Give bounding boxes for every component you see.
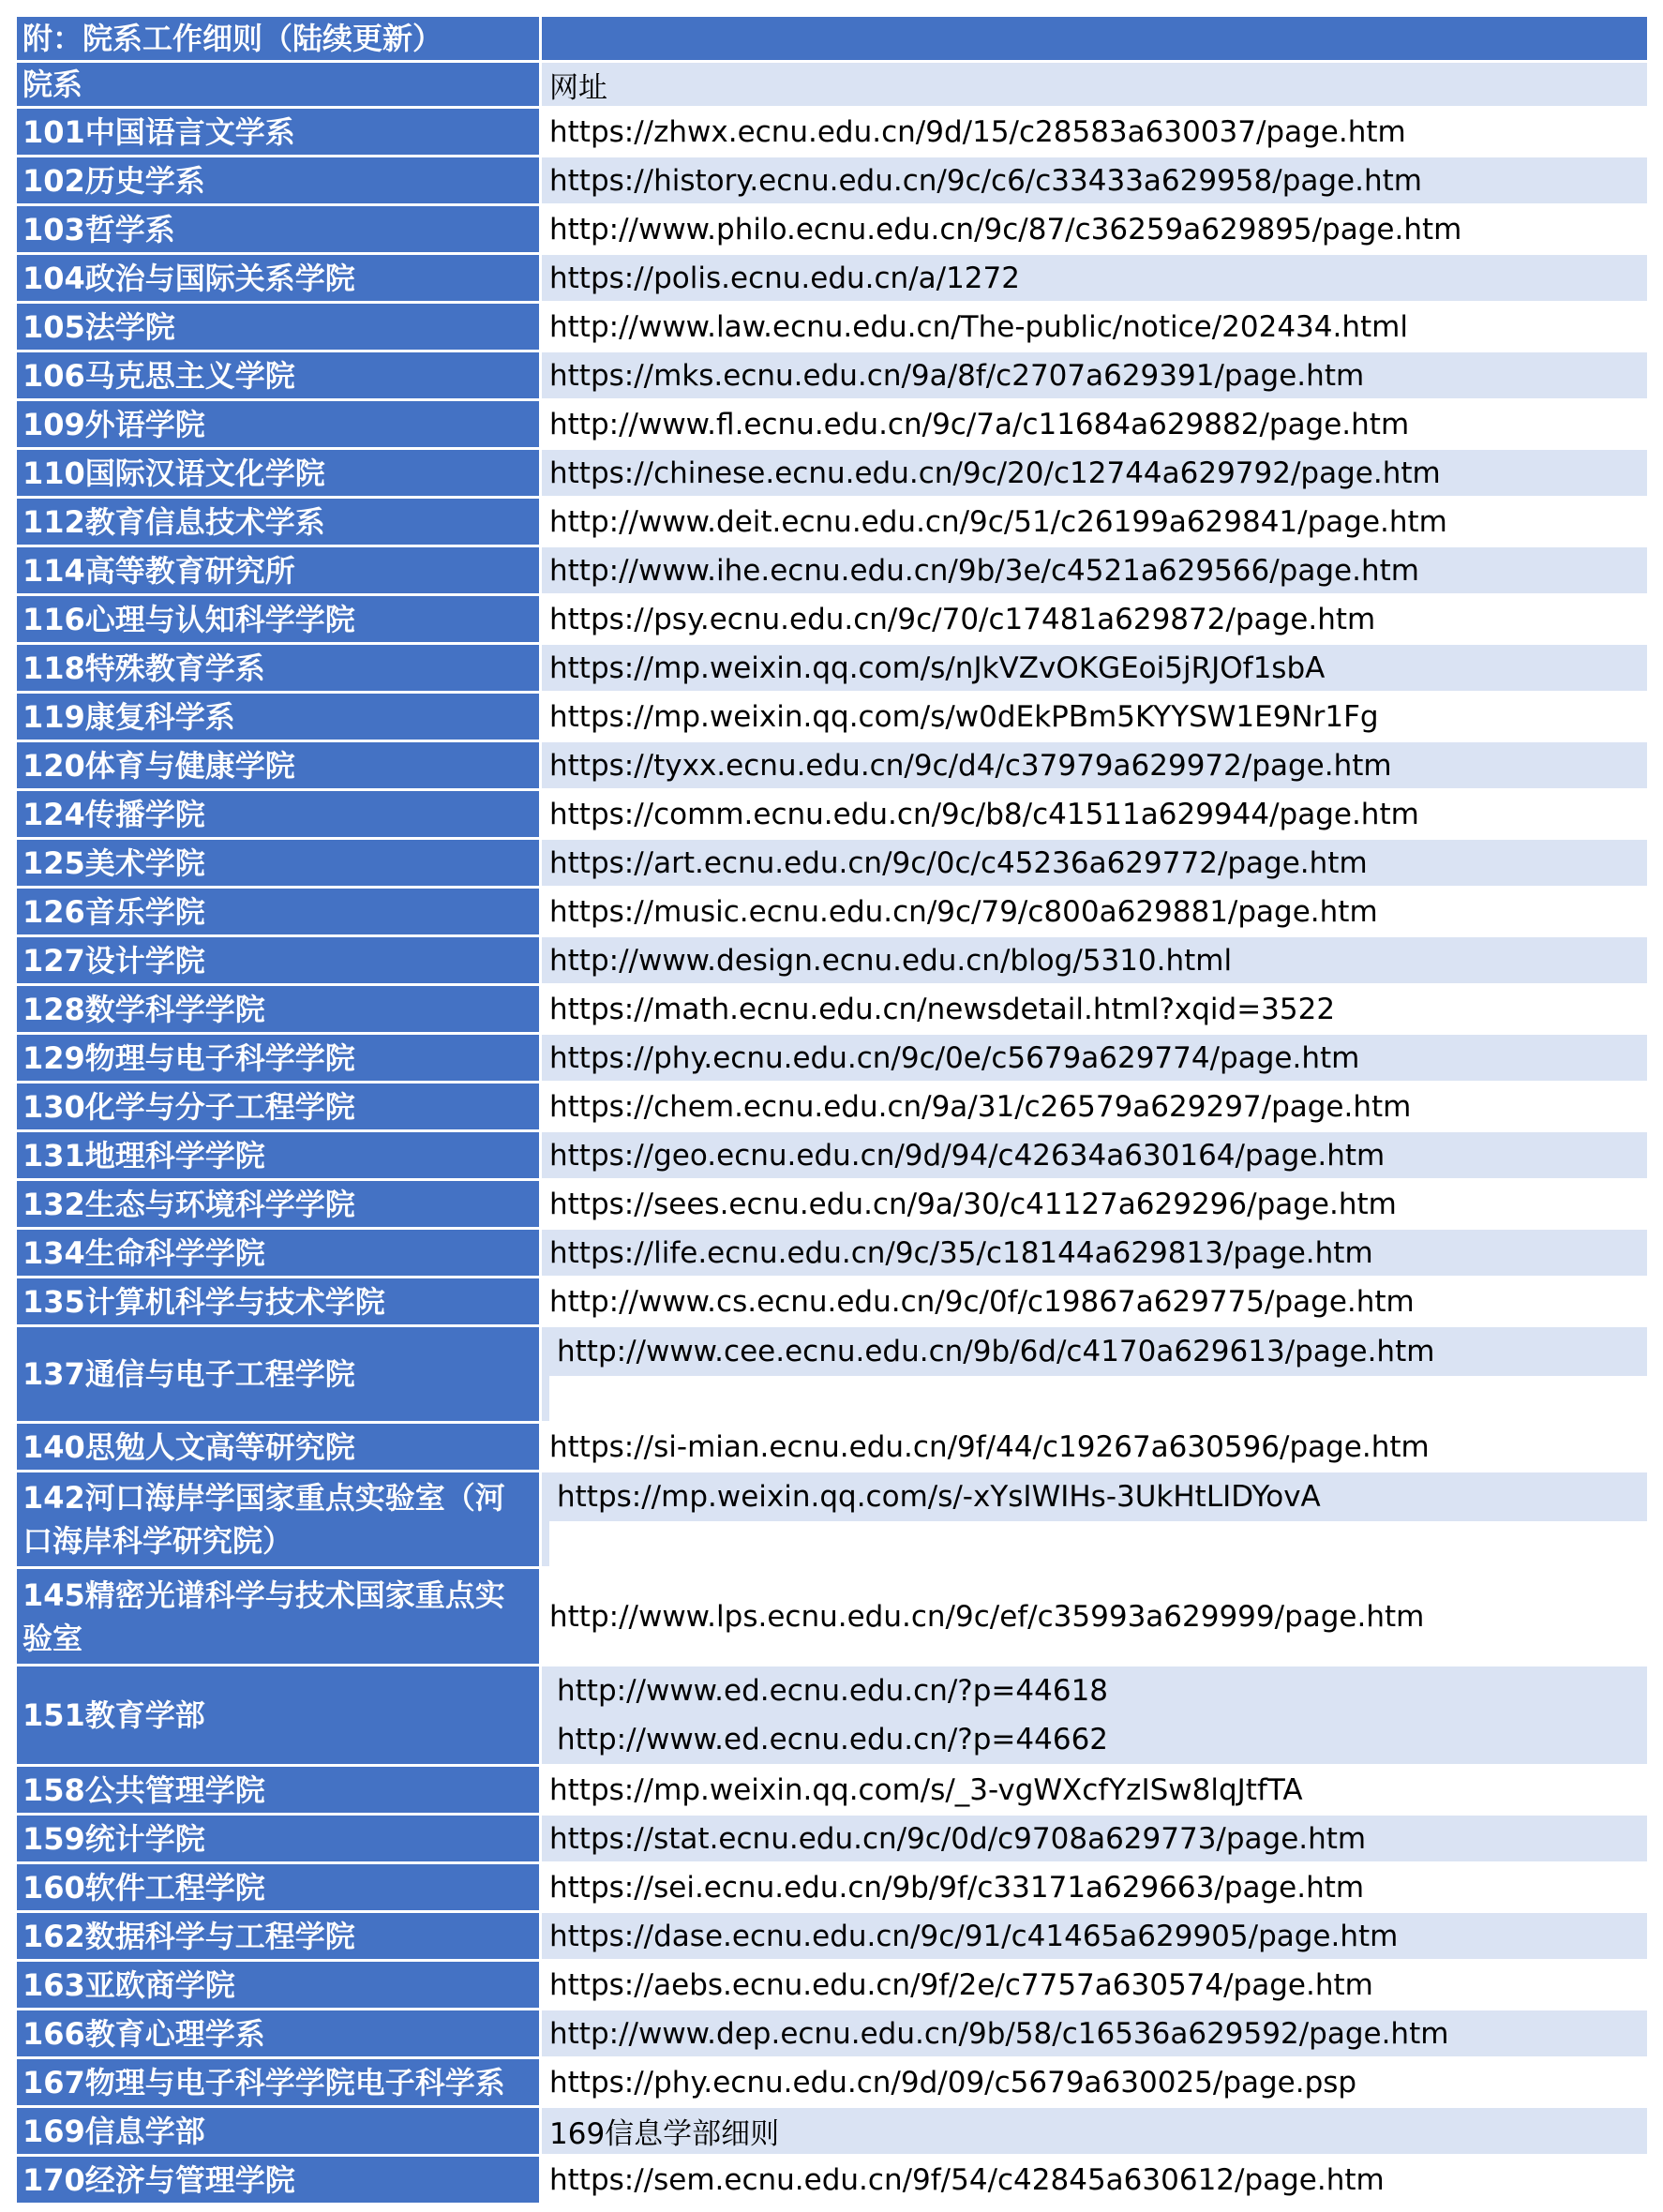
department-url[interactable]: https://zhwx.ecnu.edu.cn/9d/15/c28583a630037/page.htm bbox=[541, 108, 1649, 157]
table-row bbox=[16, 888, 1649, 936]
header-row bbox=[16, 62, 1649, 108]
department-url-cell bbox=[541, 1472, 1649, 1568]
department-name: 105法学院 bbox=[16, 303, 541, 351]
department-url[interactable]: http://www.cs.ecnu.edu.cn/9c/0f/c19867a629775/page.htm bbox=[541, 1278, 1649, 1326]
department-name: 160软件工程学院 bbox=[16, 1863, 541, 1912]
department-name: 132生态与环境科学学院 bbox=[16, 1180, 541, 1229]
title-row-blank-cell bbox=[541, 16, 1649, 62]
department-name: 106马克思主义学院 bbox=[16, 351, 541, 400]
department-url[interactable]: https://sem.ecnu.edu.cn/9f/54/c42845a630612/page.htm bbox=[541, 2156, 1649, 2205]
department-name: 151教育学部 bbox=[16, 1666, 541, 1766]
table-title: 附：院系工作细则（陆续更新） bbox=[16, 16, 541, 62]
department-name: 129物理与电子科学学院 bbox=[16, 1034, 541, 1083]
department-url[interactable]: https://mp.weixin.qq.com/s/-xYsIWIHs-3UkHtLIDYovA bbox=[557, 1480, 1321, 1514]
table-row bbox=[16, 741, 1649, 790]
department-url[interactable]: http://www.deit.ecnu.edu.cn/9c/51/c26199a629841/page.htm bbox=[541, 498, 1649, 546]
department-name: 102历史学系 bbox=[16, 157, 541, 205]
table-row bbox=[16, 1912, 1649, 1961]
department-url-cell bbox=[541, 1326, 1649, 1423]
department-url[interactable]: https://life.ecnu.edu.cn/9c/35/c18144a629813/page.htm bbox=[541, 1229, 1649, 1278]
department-url[interactable]: https://chem.ecnu.edu.cn/9a/31/c26579a629297/page.htm bbox=[541, 1083, 1649, 1131]
department-name: 125美术学院 bbox=[16, 839, 541, 888]
table-row bbox=[16, 1568, 1649, 1666]
table-row bbox=[16, 1666, 1649, 1766]
department-name: 127设计学院 bbox=[16, 936, 541, 985]
department-name: 137通信与电子工程学院 bbox=[16, 1326, 541, 1423]
department-url[interactable]: http://www.fl.ecnu.edu.cn/9c/7a/c11684a629882/page.htm bbox=[541, 400, 1649, 449]
table-row bbox=[16, 2107, 1649, 2156]
department-name: 140思勉人文高等研究院 bbox=[16, 1423, 541, 1472]
department-name: 162数据科学与工程学院 bbox=[16, 1912, 541, 1961]
department-name: 167物理与电子科学学院电子科学系 bbox=[16, 2058, 541, 2107]
department-url[interactable]: https://history.ecnu.edu.cn/9c/c6/c33433a629958/page.htm bbox=[541, 157, 1649, 205]
table-row bbox=[16, 351, 1649, 400]
department-url[interactable]: http://www.philo.ecnu.edu.cn/9c/87/c36259a629895/page.htm bbox=[541, 205, 1649, 254]
department-name: 169信息学部 bbox=[16, 2107, 541, 2156]
table-row bbox=[16, 1131, 1649, 1180]
department-url[interactable]: https://si-mian.ecnu.edu.cn/9f/44/c19267a630596/page.htm bbox=[541, 1423, 1649, 1472]
department-name: 114高等教育研究所 bbox=[16, 546, 541, 595]
department-name: 112教育信息技术学系 bbox=[16, 498, 541, 546]
table-row bbox=[16, 2058, 1649, 2107]
title-row bbox=[16, 16, 1649, 62]
table-row bbox=[16, 1034, 1649, 1083]
table-row bbox=[16, 205, 1649, 254]
table-row bbox=[16, 693, 1649, 741]
header-dept: 院系 bbox=[16, 62, 541, 108]
department-name: 101中国语言文学系 bbox=[16, 108, 541, 157]
department-url[interactable]: 169信息学部细则 bbox=[541, 2107, 1649, 2156]
table-row bbox=[16, 498, 1649, 546]
table-row bbox=[16, 1180, 1649, 1229]
department-name: 119康复科学系 bbox=[16, 693, 541, 741]
department-name: 103哲学系 bbox=[16, 205, 541, 254]
department-name: 142河口海岸学国家重点实验室（河口海岸科学研究院） bbox=[16, 1472, 541, 1568]
department-name: 135计算机科学与技术学院 bbox=[16, 1278, 541, 1326]
department-name: 118特殊教育学系 bbox=[16, 644, 541, 693]
table-row bbox=[16, 595, 1649, 644]
header-url: 网址 bbox=[541, 62, 1649, 108]
department-url[interactable]: https://music.ecnu.edu.cn/9c/79/c800a629881/page.htm bbox=[541, 888, 1649, 936]
department-url[interactable]: https://psy.ecnu.edu.cn/9c/70/c17481a629872/page.htm bbox=[541, 595, 1649, 644]
department-name: 166教育心理学系 bbox=[16, 2010, 541, 2058]
table-row bbox=[16, 1863, 1649, 1912]
table-row bbox=[16, 254, 1649, 303]
department-url[interactable]: https://stat.ecnu.edu.cn/9c/0d/c9708a629773/page.htm bbox=[541, 1815, 1649, 1863]
table-row bbox=[16, 644, 1649, 693]
table-row bbox=[16, 2010, 1649, 2058]
department-name: 126音乐学院 bbox=[16, 888, 541, 936]
department-url[interactable]: http://www.design.ecnu.edu.cn/blog/5310.html bbox=[541, 936, 1649, 985]
table-row bbox=[16, 546, 1649, 595]
table-row bbox=[16, 449, 1649, 498]
department-url[interactable]: https://geo.ecnu.edu.cn/9d/94/c42634a630164/page.htm bbox=[541, 1131, 1649, 1180]
department-name: 104政治与国际关系学院 bbox=[16, 254, 541, 303]
department-name: 131地理科学学院 bbox=[16, 1131, 541, 1180]
table-row bbox=[16, 1326, 1649, 1423]
table-row bbox=[16, 1083, 1649, 1131]
department-url[interactable]: https://math.ecnu.edu.cn/newsdetail.html?xqid=3522 bbox=[541, 985, 1649, 1034]
department-url[interactable]: http://www.lps.ecnu.edu.cn/9c/ef/c35993a629999/page.htm bbox=[541, 1568, 1649, 1666]
department-name: 158公共管理学院 bbox=[16, 1766, 541, 1815]
department-url[interactable]: https://mp.weixin.qq.com/s/w0dEkPBm5KYYSW1E9Nr1Fg bbox=[541, 693, 1649, 741]
table-row bbox=[16, 839, 1649, 888]
blank-url-line bbox=[549, 1521, 1647, 1566]
department-url-cell bbox=[541, 1666, 1649, 1766]
department-name: 170经济与管理学院 bbox=[16, 2156, 541, 2205]
department-url[interactable]: http://www.law.ecnu.edu.cn/The-public/notice/202434.html bbox=[541, 303, 1649, 351]
department-url[interactable]: https://phy.ecnu.edu.cn/9c/0e/c5679a629774/page.htm bbox=[541, 1034, 1649, 1083]
department-url[interactable]: http://www.dep.ecnu.edu.cn/9b/58/c16536a629592/page.htm bbox=[541, 2010, 1649, 2058]
table-row bbox=[16, 936, 1649, 985]
department-name: 120体育与健康学院 bbox=[16, 741, 541, 790]
table-row bbox=[16, 1423, 1649, 1472]
table-row bbox=[16, 1766, 1649, 1815]
table-row bbox=[16, 985, 1649, 1034]
department-name: 159统计学院 bbox=[16, 1815, 541, 1863]
table-row bbox=[16, 157, 1649, 205]
table-row bbox=[16, 1961, 1649, 2010]
department-name: 145精密光谱科学与技术国家重点实验室 bbox=[16, 1568, 541, 1666]
department-url[interactable]: https://art.ecnu.edu.cn/9c/0c/c45236a629772/page.htm bbox=[541, 839, 1649, 888]
department-url[interactable]: https://aebs.ecnu.edu.cn/9f/2e/c7757a630574/page.htm bbox=[541, 1961, 1649, 2010]
department-url[interactable]: https://mp.weixin.qq.com/s/nJkVZvOKGEoi5jRJOf1sbA bbox=[541, 644, 1649, 693]
table-row bbox=[16, 1278, 1649, 1326]
department-url[interactable]: http://www.ihe.ecnu.edu.cn/9b/3e/c4521a629566/page.htm bbox=[541, 546, 1649, 595]
department-name: 128数学科学学院 bbox=[16, 985, 541, 1034]
department-url[interactable]: https://comm.ecnu.edu.cn/9c/b8/c41511a629944/page.htm bbox=[541, 790, 1649, 839]
department-name: 116心理与认知科学学院 bbox=[16, 595, 541, 644]
table-row bbox=[16, 790, 1649, 839]
department-url[interactable]: http://www.ed.ecnu.edu.cn/?p=44618 bbox=[557, 1674, 1109, 1708]
department-url[interactable]: https://mks.ecnu.edu.cn/9a/8f/c2707a629391/page.htm bbox=[541, 351, 1649, 400]
department-url[interactable]: http://www.cee.ecnu.edu.cn/9b/6d/c4170a629613/page.htm bbox=[557, 1335, 1435, 1368]
table-row bbox=[16, 108, 1649, 157]
department-rules-table bbox=[14, 14, 1650, 2205]
department-name: 110国际汉语文化学院 bbox=[16, 449, 541, 498]
department-name: 163亚欧商学院 bbox=[16, 1961, 541, 2010]
department-name: 130化学与分子工程学院 bbox=[16, 1083, 541, 1131]
table-row bbox=[16, 1472, 1649, 1568]
table-row bbox=[16, 1229, 1649, 1278]
department-name: 124传播学院 bbox=[16, 790, 541, 839]
table-row bbox=[16, 2156, 1649, 2205]
department-url[interactable]: https://sei.ecnu.edu.cn/9b/9f/c33171a629663/page.htm bbox=[541, 1863, 1649, 1912]
blank-url-line bbox=[549, 1376, 1647, 1421]
table-row bbox=[16, 303, 1649, 351]
table-row bbox=[16, 400, 1649, 449]
department-url[interactable]: https://phy.ecnu.edu.cn/9d/09/c5679a630025/page.psp bbox=[541, 2058, 1649, 2107]
table-row bbox=[16, 1815, 1649, 1863]
department-url[interactable]: https://tyxx.ecnu.edu.cn/9c/d4/c37979a629972/page.htm bbox=[541, 741, 1649, 790]
department-url[interactable]: https://mp.weixin.qq.com/s/_3-vgWXcfYzISw8lqJtfTA bbox=[541, 1766, 1649, 1815]
department-name: 109外语学院 bbox=[16, 400, 541, 449]
department-url[interactable]: https://sees.ecnu.edu.cn/9a/30/c41127a629296/page.htm bbox=[541, 1180, 1649, 1229]
department-url[interactable]: https://dase.ecnu.edu.cn/9c/91/c41465a629905/page.htm bbox=[541, 1912, 1649, 1961]
department-url[interactable]: https://polis.ecnu.edu.cn/a/1272 bbox=[541, 254, 1649, 303]
department-url[interactable]: https://chinese.ecnu.edu.cn/9c/20/c12744a629792/page.htm bbox=[541, 449, 1649, 498]
department-name: 134生命科学学院 bbox=[16, 1229, 541, 1278]
department-url[interactable]: http://www.ed.ecnu.edu.cn/?p=44662 bbox=[557, 1723, 1109, 1756]
